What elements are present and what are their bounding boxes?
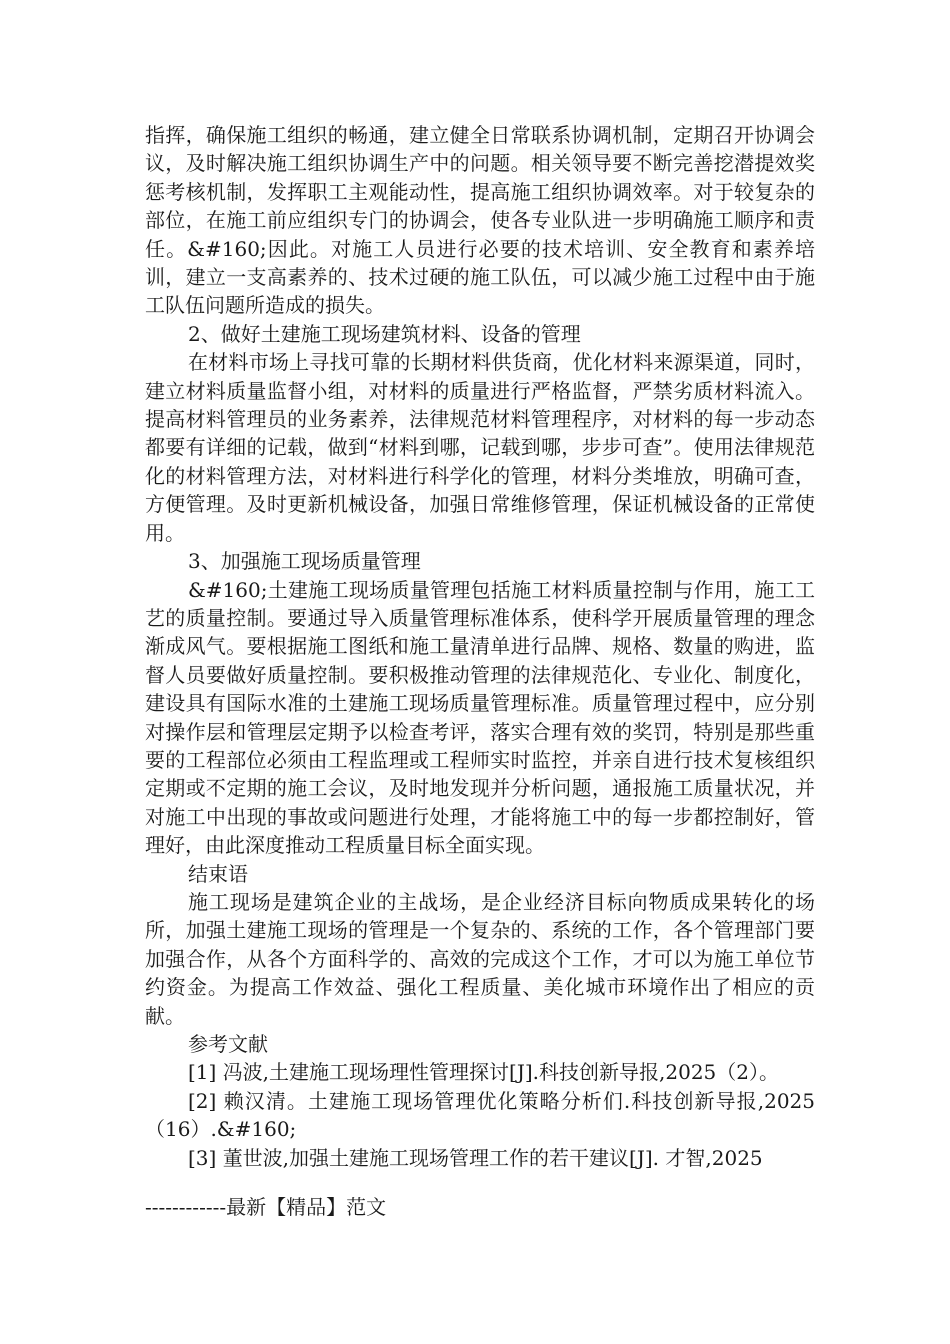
reference-item-2: [2] 赖汉清。土建施工现场管理优化策略分析们.科技创新导报,2025（16）.&#160; [145, 1088, 815, 1142]
paragraph-conclusion: 施工现场是建筑企业的主战场，是企业经济目标向物质成果转化的场所，加强土建施工现场的管理是一个复杂的、系统的工作，各个管理部门要加强合作，从各个方面科学的、高效的完成这个工作，才可以为施工单位节约资金。为提高工作效益、强化工程质量、美化城市环境作出了相应的贡献。 [145, 889, 815, 1028]
paragraph-materials: 在材料市场上寻找可靠的长期材料供货商，优化材料来源渠道，同时，建立材料质量监督小组，对材料的质量进行严格监督，严禁劣质材料流入。提高材料管理员的业务素养，法律规范材料管理程序，对材料的每一步动态都要有详细的记载，做到“材料到哪，记载到哪，步步可查”。使用法律规范化的材料管理方法，对材料进行科学化的管理，材料分类堆放，明确可查，方便管理。及时更新机械设备，加强日常维修管理，保证机械设备的正常使用。 [145, 350, 815, 545]
section-heading-conclusion: 结束语 [188, 861, 248, 886]
document-body [145, 121, 815, 1172]
section-heading-materials: 2、做好土建施工现场建筑材料、设备的管理 [188, 321, 581, 346]
section-heading-quality: 3、加强施工现场质量管理 [188, 549, 421, 574]
reference-item-3: [3] 董世波,加强土建施工现场管理工作的若干建议[J]. 才智,2025 [188, 1145, 763, 1170]
section-heading-references: 参考文献 [188, 1032, 268, 1056]
paragraph-continuation: 指挥，确保施工组织的畅通，建立健全日常联系协调机制，定期召开协调会议，及时解决施工组织协调生产中的问题。相关领导要不断完善挖潜提效奖惩考核机制，发挥职工主观能动性，提高施工组织协调效率。对于较复杂的部位，在施工前应组织专门的协调会，使各专业队进一步明确施工顺序和责任。&#160;因此。对施工人员进行必要的技术培训、安全教育和素养培训，建立一支高素养的、技术过硬的施工队伍，可以减少施工过程中由于施工队伍问题所造成的损失。 [145, 123, 815, 318]
paragraph-quality: &#160;土建施工现场质量管理包括施工材料质量控制与作用，施工工艺的质量控制。要通过导入质量管理标准体系，使科学开展质量管理的理念渐成风气。要根据施工图纸和施工量清单进行品牌、规格、数量的购进，监督人员要做好质量控制。要积极推动管理的法律规范化、专业化、制度化，建设具有国际水准的土建施工现场质量管理标准。质量管理过程中，应分别对操作层和管理层定期予以检查考评，落实合理有效的奖罚，特别是那些重要的工程部位必须由工程监理或工程师实时监控，并亲自进行技术复核组织定期或不定期的施工会议，及时地发现并分析问题，通报施工质量状况，并对施工中出现的事故或问题进行处理，才能将施工中的每一步都控制好，管理好，由此深度推动工程质量目标全面实现。 [145, 577, 815, 858]
reference-item-1: [1] 冯波,土建施工现场理性管理探讨[J].科技创新导报,2025（2）。 [188, 1060, 780, 1085]
page-footer: ------------最新【精品】范文 [145, 1195, 387, 1219]
